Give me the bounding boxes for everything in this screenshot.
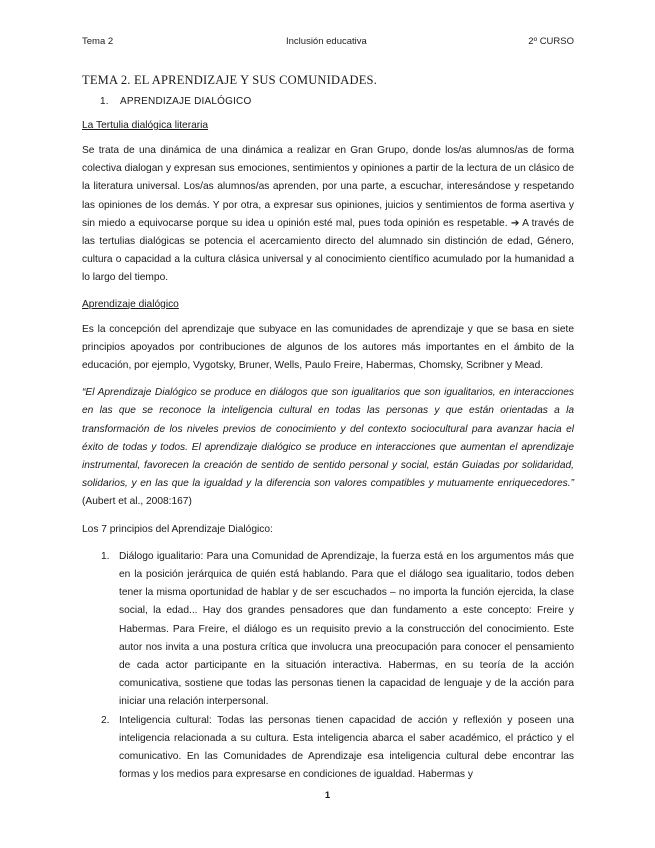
section-heading <box>82 94 574 110</box>
page-number: 1 <box>324 790 331 801</box>
header-topic: Tema 2 <box>82 36 114 47</box>
section-number: 1. <box>100 96 109 107</box>
list-item-text: Inteligencia cultural: Todas las personas tienen capacidad de acción y reflexión y poseen una inteligencia relacionada a su cultura. Esta inteligencia abarca el saber académico, el práctico y el comunicativo. En las Comunidades de Aprendizaje esa inteligencia cultural debe encontrar las formas y los medios para expresarse en condiciones de igualdad. Habermas y <box>119 714 574 781</box>
paragraph-tertulia: Se trata de una dinámica de una dinámica a realizar en Gran Grupo, donde los/as alumnos/as de forma colectiva dialogan y expresan sus emociones, sentimientos y opiniones a partir de la lectura de un clásico de la literatura universal. Los/as alumnos/as aprenden, por una parte, a escuchar, interesándose y respetando las opiniones de los demás. Y por otra, a expresar sus opiniones, juicios y sentimientos de forma asertiva y sin miedo a equivocarse porque su idea u opinión esté mal, pues toda opinión es respetable. ➔ A través de las tertulias dialógicas se potencia el acercamiento directo del alumnado sin distinción de edad, Género, cultura o capacidad a la cultura clásica universal y al conocimiento científico acumulado por la humanidad a lo largo del tiempo. <box>82 145 574 284</box>
quote-reference: (Aubert et al., 2008:167) <box>82 496 192 508</box>
header-subject: Inclusión educativa <box>286 36 367 47</box>
section-label: APRENDIZAJE DIALÓGICO <box>120 96 252 107</box>
list-item-number: 1. <box>101 550 110 562</box>
principles-list <box>82 548 574 785</box>
principles-intro: Los 7 principios del Aprendizaje Dialógico: <box>82 523 273 535</box>
list-item-number: 2. <box>101 714 110 726</box>
document-body <box>82 72 574 785</box>
list-item <box>82 712 574 785</box>
list-item <box>82 548 574 712</box>
quote-text: “El Aprendizaje Dialógico se produce en diálogos que son igualitarios que son igualitarios, en interacciones en las que se reconoce la inteligencia cultural en todas las personas y que están orientadas a la transformación de los niveles previos de conocimiento y del contexto sociocultural para avanzar hacia el éxito de todas y todos. El aprendizaje dialógico se produce en interacciones que aumentan el aprendizaje instrumental, favorecen la creación de sentido de sentido personal y social, están Guiadas por solidaridad, solidarios, y en las que la igualdad y la diferencia son valores compatibles y mutuamente enriquecedores.” <box>82 387 574 490</box>
list-item-text: Diálogo igualitario: Para una Comunidad de Aprendizaje, la fuerza está en los argumentos más que en la posición jerárquica de quién está hablando. Para que el diálogo sea igualitario, todos deben tener la misma oportunidad de hablar y de ser escuchados – no importa la función ejercida, la clase social, la edad... Hay dos grandes pensadores que dan fundamento a este concepto: Freire y Habermas. Para Freire, el diálogo es un requisito previo a la construcción del conocimiento. Este autor nos invita a una postura crítica que involucra una preocupación para conocer el pensamiento de cada actor participante en la situación interactiva. Habermas, en su teoría de la acción comunicativa, sostiene que todas las personas tienen la capacidad de lenguaje y de la acción para iniciar una relación interpersonal. <box>119 550 574 708</box>
subsection-heading-aprendizaje: Aprendizaje dialógico <box>82 298 179 310</box>
document-title: TEMA 2. EL APRENDIZAJE Y SUS COMUNIDADES. <box>82 73 378 87</box>
header-course: 2º CURSO <box>528 36 574 47</box>
quote-block <box>82 384 574 511</box>
subsection-heading-tertulia: La Tertulia dialógica literaria <box>82 120 209 131</box>
page-header <box>82 36 574 50</box>
paragraph-aprendizaje: Es la concepción del aprendizaje que subyace en las comunidades de aprendizaje y que se basa en siete principios apoyados por contribuciones de algunos de los autores más importantes en el ámbito de la educación, por ejemplo, Vygotsky, Bruner, Wells, Paulo Freire, Habermas, Chomsky, Scribner y Mead. <box>82 323 574 372</box>
